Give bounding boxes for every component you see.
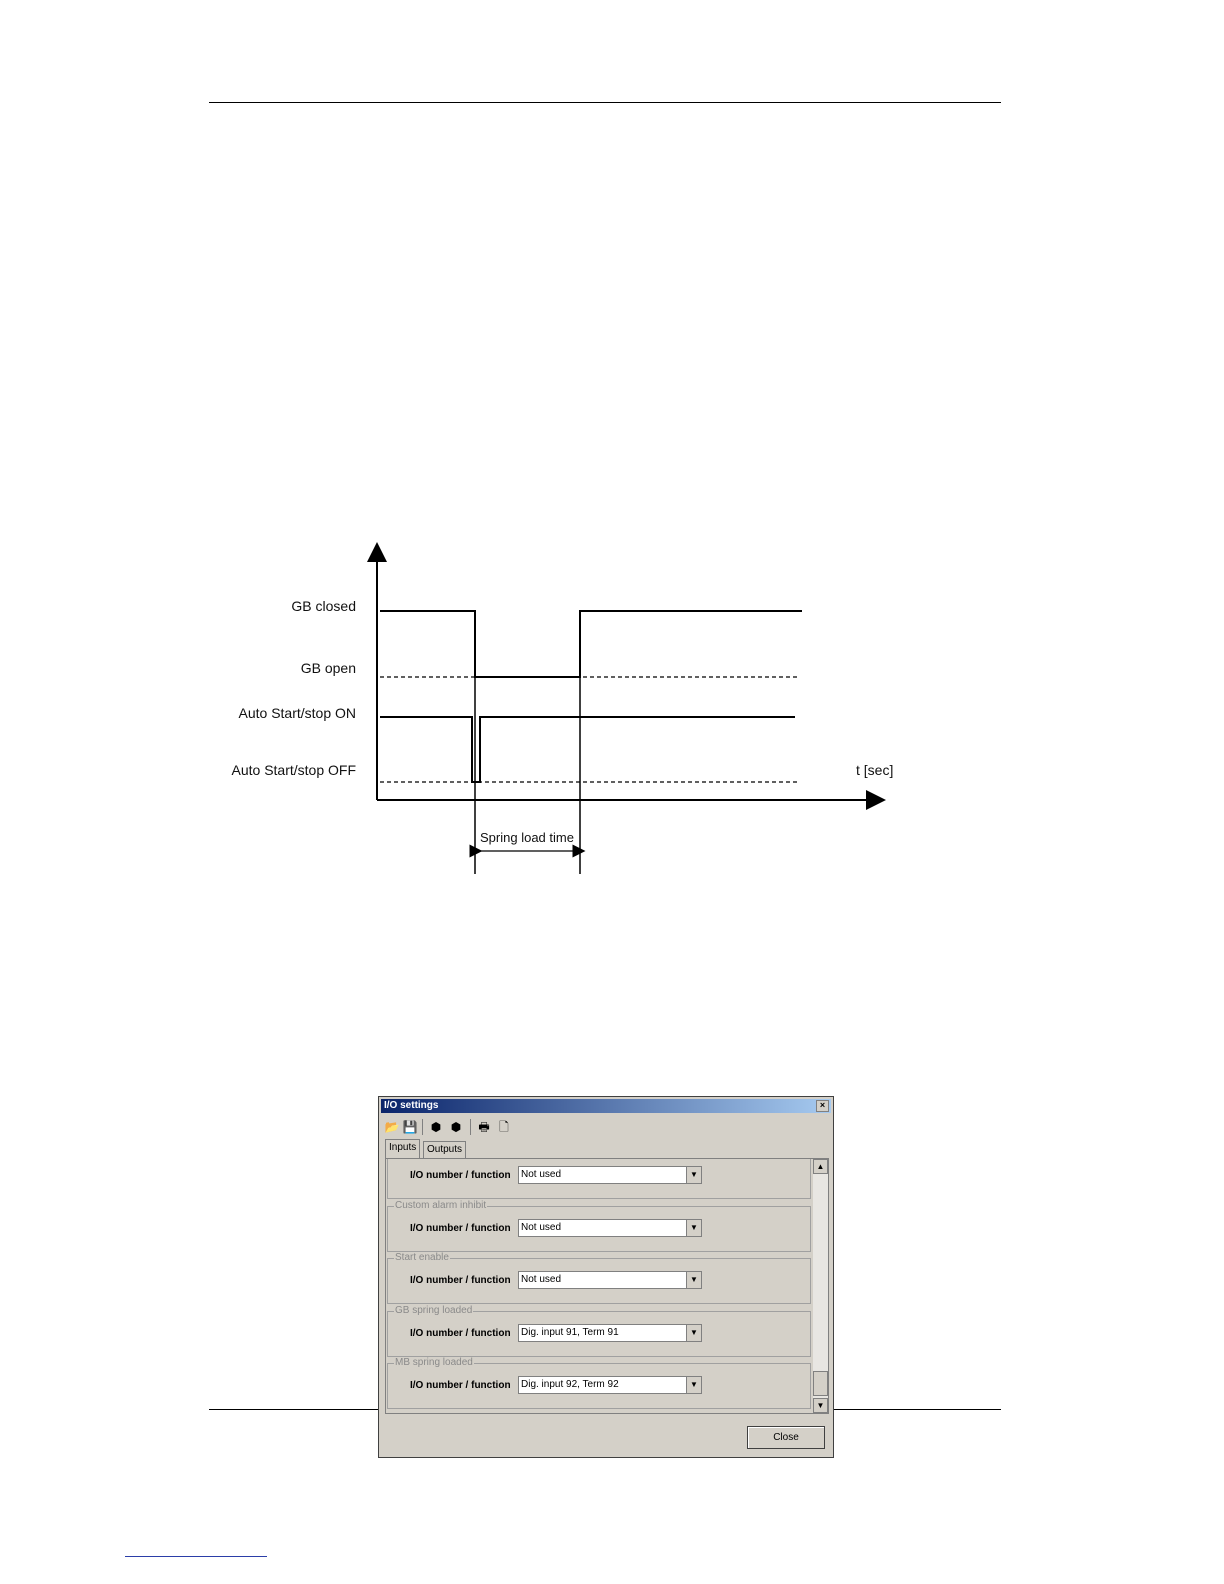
save-icon[interactable]: 💾 [402,1120,418,1134]
io-function-value: Not used [521,1222,562,1233]
io-group-mb-spring-loaded [387,1357,811,1409]
chevron-down-icon[interactable]: ▼ [686,1325,701,1341]
io-function-label: I/O number / function [410,1170,511,1181]
tab-inputs[interactable]: Inputs [385,1139,420,1158]
dialog-title: I/O settings [384,1100,439,1111]
open-folder-icon[interactable]: 📂 [384,1120,400,1134]
io-function-label: I/O number / function [410,1275,511,1286]
io-function-value: Dig. input 92, Term 92 [521,1379,619,1390]
tab-outputs[interactable]: Outputs [423,1141,466,1158]
scroll-thumb[interactable] [813,1371,828,1396]
label-auto-on: Auto Start/stop ON [238,705,356,721]
group-title: Start enable [395,1252,449,1263]
close-button[interactable]: Close [747,1426,825,1449]
auto-signal-line [380,717,795,782]
dialog-titlebar [381,1099,831,1113]
read-device-icon[interactable]: ⬢ [430,1120,442,1134]
vertical-scrollbar[interactable] [813,1159,828,1413]
group-title: GB spring loaded [395,1305,473,1316]
io-settings-dialog [378,1096,834,1458]
io-group-start-enable [387,1252,811,1304]
print-icon[interactable]: 🖶 [478,1120,490,1134]
io-function-label: I/O number / function [410,1223,511,1234]
inputs-panel [385,1158,829,1414]
chevron-down-icon[interactable]: ▼ [686,1272,701,1288]
toolbar-separator [422,1119,423,1135]
print-preview-icon[interactable]: 🗋 [499,1120,509,1134]
io-function-value: Dig. input 91, Term 91 [521,1327,619,1338]
toolbar [382,1117,542,1137]
label-gb-closed: GB closed [291,598,356,614]
gb-signal-line [380,611,802,677]
io-function-label: I/O number / function [410,1328,511,1339]
io-group-gb-spring-loaded [387,1305,811,1357]
io-function-select[interactable] [518,1376,702,1394]
io-function-select[interactable] [518,1219,702,1237]
io-function-label: I/O number / function [410,1380,511,1391]
io-function-value: Not used [521,1274,562,1285]
io-function-select[interactable] [518,1271,702,1289]
io-group-custom-alarm-inhibit [387,1200,811,1252]
group-title: Custom alarm inhibit [395,1200,487,1211]
label-t-axis: t [sec] [856,762,894,778]
write-device-icon[interactable]: ⬢ [450,1120,462,1134]
label-gb-open: GB open [300,660,356,676]
chevron-down-icon[interactable]: ▼ [686,1377,701,1393]
footer-link-underline [125,1556,267,1557]
group-title: MB spring loaded [395,1357,473,1368]
scroll-down-icon[interactable]: ▼ [813,1398,828,1413]
toolbar-separator [470,1119,471,1135]
scroll-up-icon[interactable]: ▲ [813,1159,828,1174]
dialog-close-x-button[interactable]: × [816,1100,829,1112]
chevron-down-icon[interactable]: ▼ [686,1167,701,1183]
io-function-value: Not used [521,1169,562,1180]
label-spring-load-time: Spring load time [480,830,574,845]
chevron-down-icon[interactable]: ▼ [686,1220,701,1236]
io-function-select[interactable] [518,1324,702,1342]
io-function-select[interactable] [518,1166,702,1184]
label-auto-off: Auto Start/stop OFF [231,762,356,778]
io-group [387,1158,811,1199]
